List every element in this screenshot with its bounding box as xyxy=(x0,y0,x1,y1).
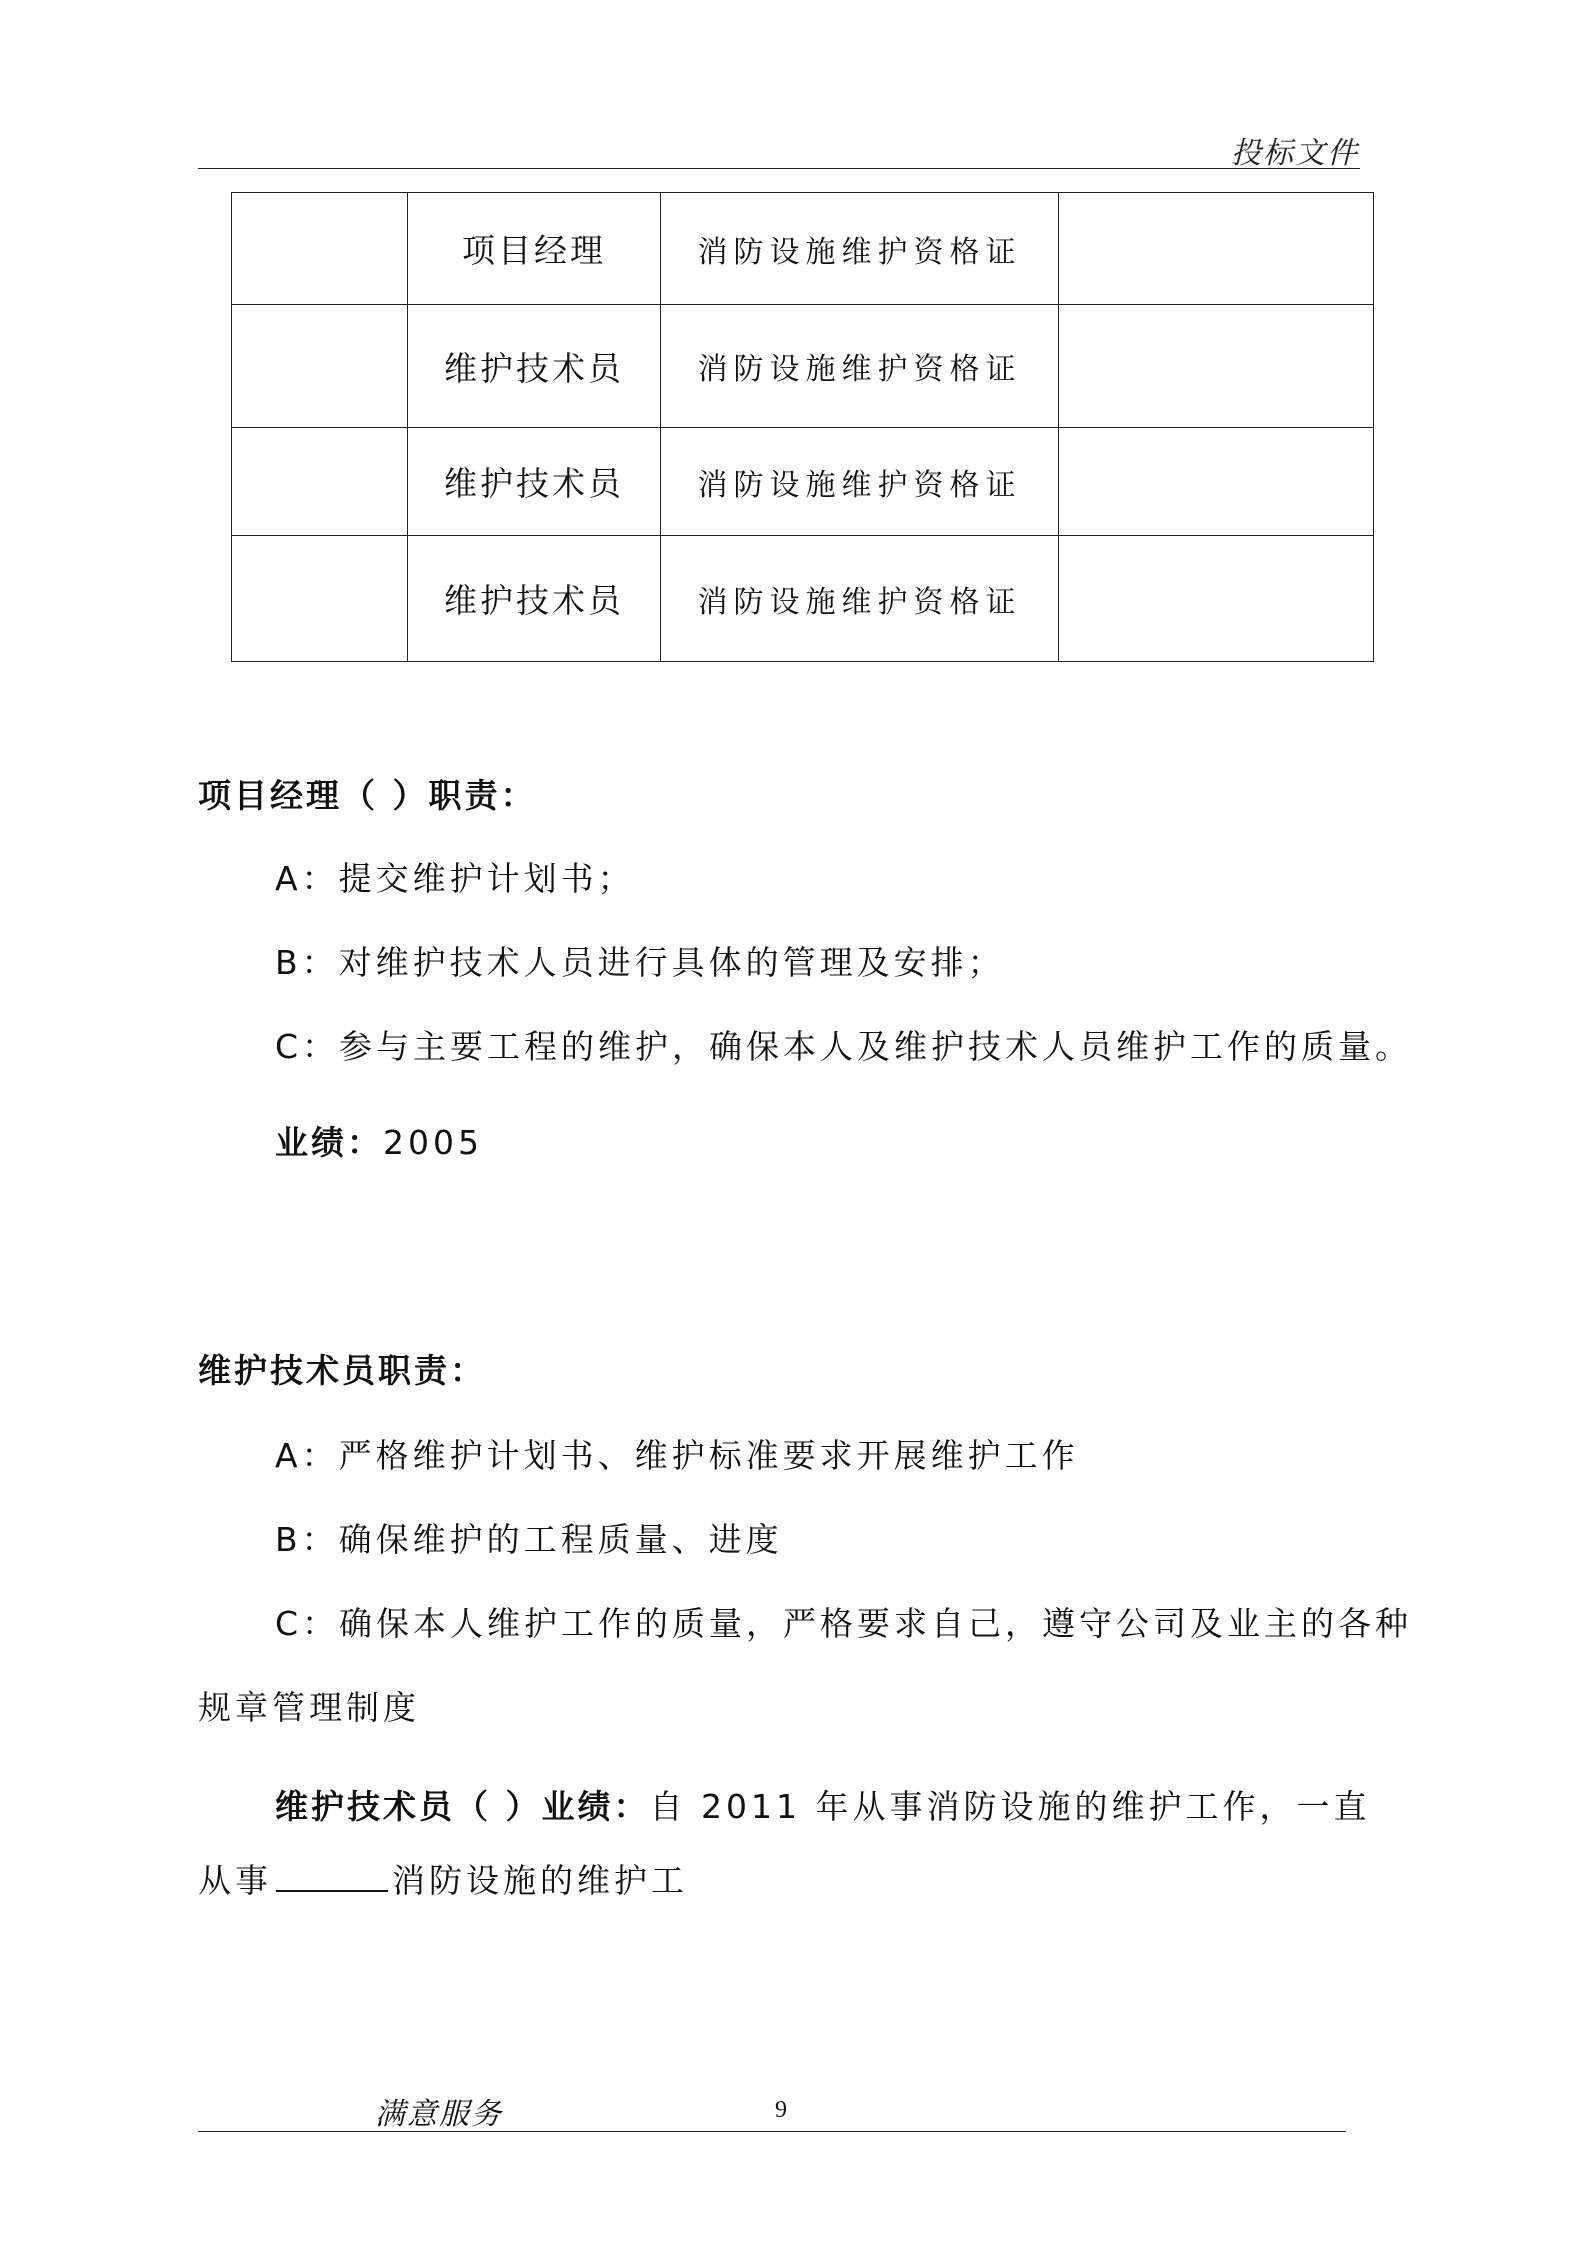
table-cell-number xyxy=(1059,536,1374,662)
tech-duty-c-continued: 规章管理制度 xyxy=(198,1688,420,1727)
table-cell-role: 项目经理 xyxy=(408,193,661,305)
table-cell-number xyxy=(1059,428,1374,536)
table-cell-name xyxy=(232,305,408,428)
table-cell-certificate: 消防设施维护资格证 xyxy=(661,305,1059,428)
tech-performance-label: 维护技术员（ ）业绩： xyxy=(275,1787,650,1826)
table-cell-certificate: 消防设施维护资格证 xyxy=(661,193,1059,305)
pm-duties-title: 项目经理（ ）职责： xyxy=(198,776,537,815)
table-cell-number xyxy=(1059,193,1374,305)
tech-duty-b: B：确保维护的工程质量、进度 xyxy=(275,1520,783,1559)
pm-duty-c: C：参与主要工程的维护，确保本人及维护技术人员维护工作的质量。 xyxy=(275,1027,1413,1066)
tech-performance-line2 xyxy=(198,1855,688,1902)
pm-duty-b: B：对维护技术人员进行具体的管理及安排； xyxy=(275,943,1005,982)
table-row xyxy=(232,305,1374,428)
pm-performance-value: 2005 xyxy=(383,1123,483,1162)
header-rule xyxy=(198,168,1360,169)
table-cell-name xyxy=(232,536,408,662)
fill-in-blank xyxy=(276,1864,388,1892)
table-row xyxy=(232,428,1374,536)
tech-performance-prefix: 从事 xyxy=(198,1861,272,1900)
footer-slogan: 满意服务 xyxy=(375,2097,503,2132)
page-number: 9 xyxy=(775,2097,787,2123)
tech-duty-c: C：确保本人维护工作的质量，严格要求自己，遵守公司及业主的各种 xyxy=(275,1604,1413,1643)
tech-duty-a: A：严格维护计划书、维护标准要求开展维护工作 xyxy=(275,1436,1079,1475)
header-title: 投标文件 xyxy=(1231,136,1359,171)
table-cell-name xyxy=(232,193,408,305)
table-row xyxy=(232,193,1374,305)
tech-duties-title: 维护技术员职责： xyxy=(198,1351,486,1390)
table-cell-certificate: 消防设施维护资格证 xyxy=(661,536,1059,662)
table-cell-role: 维护技术员 xyxy=(408,536,661,662)
table-cell-certificate: 消防设施维护资格证 xyxy=(661,428,1059,536)
table-cell-role: 维护技术员 xyxy=(408,428,661,536)
tech-performance-suffix: 消防设施的维护工 xyxy=(392,1861,688,1900)
table-cell-number xyxy=(1059,305,1374,428)
table-cell-role: 维护技术员 xyxy=(408,305,661,428)
pm-performance-label: 业绩： xyxy=(275,1123,383,1162)
table-cell-name xyxy=(232,428,408,536)
pm-duty-a: A：提交维护计划书； xyxy=(275,859,635,898)
footer-rule xyxy=(198,2131,1346,2132)
tech-performance-text: 自 2011 年从事消防设施的维护工作，一直 xyxy=(649,1787,1371,1826)
staff-table xyxy=(231,192,1374,662)
table-row xyxy=(232,536,1374,662)
pm-performance xyxy=(275,1117,483,1164)
tech-performance xyxy=(275,1781,1370,1828)
